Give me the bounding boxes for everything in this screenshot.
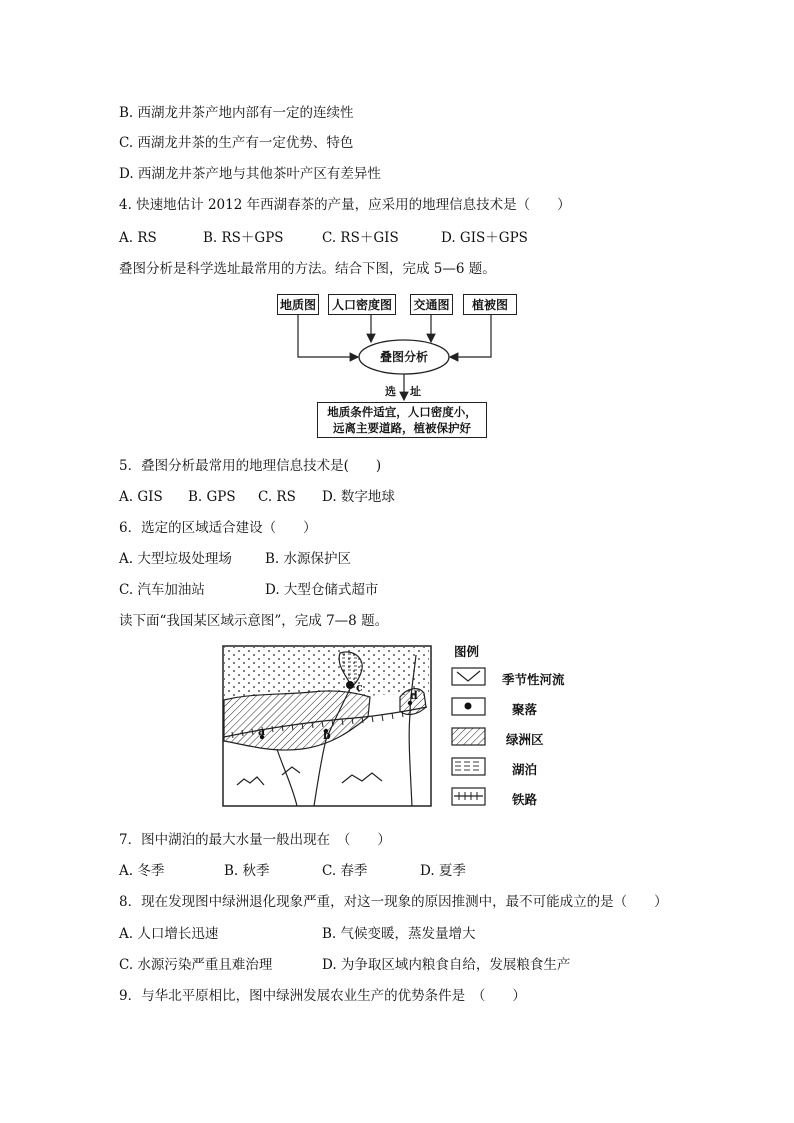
q5-stem: 5．叠图分析最常用的地理信息技术是( ): [119, 458, 382, 474]
map-label-a: a: [258, 725, 266, 738]
q4-option-c: C. RS＋GIS: [322, 230, 399, 246]
input-vegetation-map: 植被图: [463, 294, 517, 315]
result-line-2: 远离主要道路，植被保护好: [333, 421, 471, 435]
q4-option-d: D. GIS＋GPS: [441, 230, 528, 246]
q8-option-a: A. 人口增长迅速: [119, 926, 219, 942]
q4-option-b: B. RS＋GPS: [203, 230, 284, 246]
q5-option-b: B. GPS: [188, 489, 236, 505]
legend-railway: 铁路: [512, 792, 538, 807]
input-transport-map: 交通图: [410, 294, 453, 315]
q6-option-c: C. 汽车加油站: [119, 582, 205, 598]
q8-stem: 8．现在发现图中绿洲退化现象严重，对这一现象的原因推测中，最不可能成立的是（ ）: [119, 894, 668, 910]
legend-settlement: 聚落: [512, 702, 538, 717]
arrow-label-left: 选: [385, 385, 396, 398]
region-map: [222, 645, 432, 807]
map-label-c: c: [356, 681, 363, 694]
intro-5-6: 叠图分析是科学选址最常用的方法。结合下图，完成 5—6 题。: [119, 261, 496, 277]
result-line-1: 地质条件适宜，人口密度小，: [327, 405, 477, 419]
q4-stem: 4. 快速地估计 2012 年西湖春茶的产量，应采用的地理信息技术是（ ）: [119, 197, 571, 213]
q7-option-c: C. 春季: [322, 863, 368, 879]
intro-7-8: 读下面“我国某区域示意图”，完成 7—8 题。: [119, 613, 389, 629]
q5-option-c: C. RS: [258, 489, 296, 505]
overlay-flowchart: [260, 290, 540, 440]
q3-option-b: B. 西湖龙井茶产地内部有一定的连续性: [119, 105, 354, 121]
q8-option-d: D. 为争取区域内粮食自给，发展粮食生产: [322, 957, 571, 973]
q6-option-b: B. 水源保护区: [265, 551, 352, 567]
q7-option-d: D. 夏季: [420, 863, 466, 879]
legend-seasonal-river: 季节性河流: [502, 672, 565, 687]
legend-oasis: 绿洲区: [506, 732, 544, 747]
input-population-density-map: 人口密度图: [328, 294, 396, 315]
overlay-analysis-label: 叠图分析: [379, 350, 428, 364]
map-label-d: d: [410, 689, 418, 702]
q5-option-d: D. 数字地球: [322, 489, 395, 505]
q7-option-a: A. 冬季: [119, 863, 165, 879]
legend-symbols: [450, 666, 490, 836]
q3-option-c: C. 西湖龙井茶的生产有一定优势、特色: [119, 135, 354, 151]
map-legend: [450, 640, 590, 815]
q7-stem: 7．图中湖泊的最大水量一般出现在 （ ）: [119, 832, 391, 848]
q9-stem: 9．与华北平原相比，图中绿洲发展农业生产的优势条件是 （ ）: [119, 988, 526, 1004]
input-geology-map: 地质图: [277, 294, 319, 315]
legend-title: 图例: [454, 644, 480, 659]
arrow-label-right: 址: [410, 385, 421, 398]
map-label-b: b: [323, 729, 331, 742]
q4-option-a: A. RS: [119, 230, 157, 246]
q6-stem: 6．选定的区域适合建设（ ）: [119, 520, 317, 536]
legend-lake: 湖泊: [512, 762, 538, 777]
q8-option-c: C. 水源污染严重且难治理: [119, 957, 273, 973]
q6-option-a: A. 大型垃圾处理场: [119, 551, 232, 567]
q7-option-b: B. 秋季: [224, 863, 270, 879]
site-result-box: [317, 402, 487, 438]
q3-option-d: D. 西湖龙井茶产地与其他茶叶产区有差异性: [119, 166, 381, 182]
region-map-drawing: [222, 645, 432, 807]
q6-option-d: D. 大型仓储式超市: [265, 582, 379, 598]
q5-option-a: A. GIS: [119, 489, 163, 505]
q8-option-b: B. 气候变暖，蒸发量增大: [322, 926, 476, 942]
